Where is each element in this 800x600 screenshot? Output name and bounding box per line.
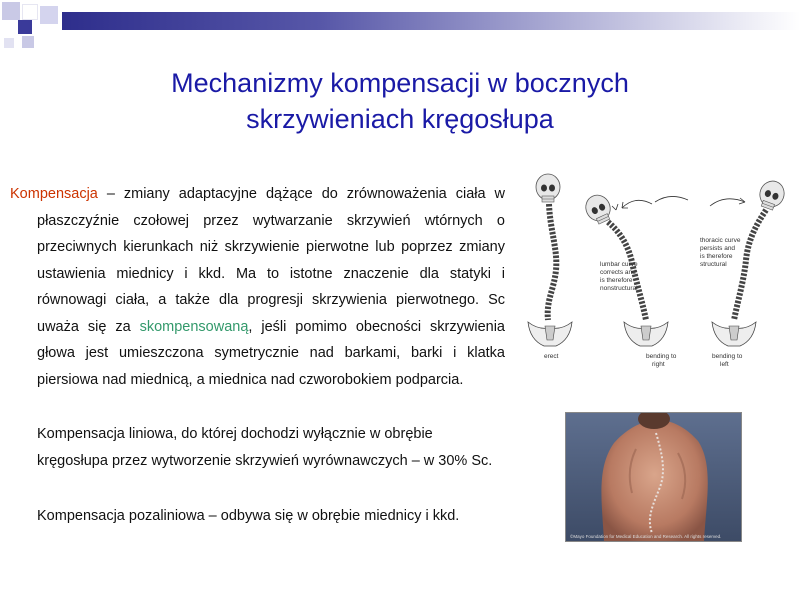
arrow-left-icon (612, 204, 618, 210)
label-bending-left-1: bending to (712, 353, 743, 360)
scoliosis-back-photo (565, 412, 742, 542)
annot-lumbar-1: lumbar curve (600, 261, 638, 268)
paragraph-text-2: , jeśli pomimo obecności skrzywienia głowa jest umieszczona symetrycznie nad barkami, barki i klatka piersiowa nad miednicą, a miednica nad czworobokiem podparcia. (37, 318, 505, 388)
label-erect: erect (544, 353, 559, 360)
title-line-2: skrzywieniach kręgosłupa (246, 104, 554, 134)
annot-thoracic-1: thoracic curve (700, 237, 741, 244)
annot-lumbar-4: nonstructural (600, 285, 638, 292)
paragraph-extralinear-compensation: Kompensacja pozaliniowa – odbywa się w obrębie miednicy i kkd. (37, 508, 460, 524)
spine-diagram (520, 170, 790, 375)
paragraph-compensation (10, 181, 505, 393)
skeleton-erect (528, 174, 572, 346)
arrow-right-icon (710, 199, 745, 206)
slide-title (100, 65, 700, 137)
photo-caption: ©Mayo Foundation for Medical Education and Research. All rights reserved. (570, 534, 722, 539)
term-compensated: skompensowaną (139, 318, 249, 335)
header-gradient-bar (62, 12, 800, 30)
label-bending-left-2: left (720, 361, 729, 368)
label-bending-right-1: bending to (646, 353, 677, 360)
title-line-1: Mechanizmy kompensacji w bocznych (171, 68, 629, 98)
annot-thoracic-2: persists and (700, 245, 736, 252)
annot-lumbar-2: corrects and (600, 269, 636, 276)
back-photo-image (566, 413, 741, 541)
annot-lumbar-3: is therefore (600, 277, 633, 284)
annot-thoracic-3: is therefore (700, 253, 733, 260)
paragraph-linear-compensation: Kompensacja liniowa, do której dochodzi wyłącznie w obrębie kręgosłupa przez wytworzenie skrzywień wyrównawczych – w 30% Sc. (37, 426, 493, 469)
term-compensation: Kompensacja (10, 186, 98, 202)
annot-thoracic-4: structural (700, 261, 727, 268)
label-bending-right-2: right (652, 361, 665, 368)
paragraph-text-1: – zmiany adaptacyjne dążące do zrównoważenia ciała w płaszczyźnie czołowej przez wytwarzanie skrzywień wtórnych o przeciwnych kierunkach niż skrzywienie pierwotne lub poprzez zmiany ustawienia miednicy i kkd. Ma to istotne znaczenie dla statyki i równowagi ciała, a także dla progresji skrzywienia pierwotnego. Sc uważa się za (37, 186, 505, 335)
